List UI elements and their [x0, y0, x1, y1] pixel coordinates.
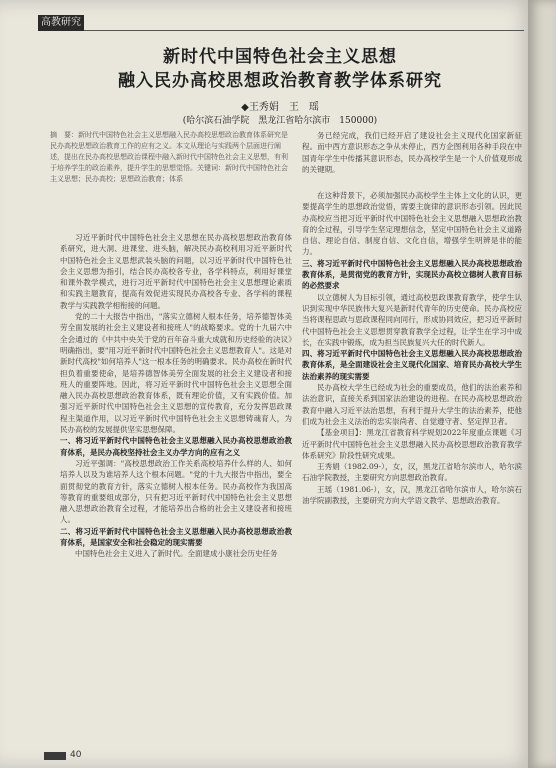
- section-label: 高教研究: [38, 15, 84, 31]
- section-heading: 二、将习近平新时代中国特色社会主义思想融入民办高校思想政治教育体系，是国家安全和社会稳定的现实需要: [60, 526, 292, 548]
- paragraph: 以立德树人为目标引领，通过高校思政课教育教学，使学生认识到实现中华民族伟大复兴是新时代青年的历史使命。民办高校应当将课程思政与思政课程同向同行，形成协同效应，把习近平新时代中国特色社会主义思想贯穿教育教学全过程，让学生在学习中成长，在实践中锻炼，成为担当民族复兴大任的时代新人。: [302, 292, 522, 347]
- page-number: 40: [70, 750, 82, 760]
- section-rule: [84, 30, 524, 31]
- author-bio: 王秀娟（1982.09-），女，汉，黑龙江省哈尔滨市人，哈尔滨石油学院教授，主要研究方向思想政治教育。: [302, 462, 522, 483]
- left-column: [60, 232, 292, 740]
- paragraph: 习近平新时代中国特色社会主义思想在民办高校思想政治教育体系研究，进大洞、进课堂、进头脑，解决民办高校利用习近平新时代中国特色社会主义思想武装头脑的问题，以习近平新时代中国特色社会主义思想为指引，结合民办高校各专业，各学科特点，利用好课堂和课外教学模式，进行习近平新时代中国特色社会主义思想理论素质和实践主题教育，提高有效促进实现民办高校各专业、各学科的课程教学与实践教学相衔接的问题。: [60, 233, 292, 310]
- paragraph: 务已经完成，我们已经开启了建设社会主义现代化国家新征程。而中西方意识形态之争从未停止，西方企图利用各种手段在中国青年学生中传播其意识形态，民办高校学生是一个人价值观形成的关键期。: [302, 131, 522, 174]
- fund-note: 【基金项目】：黑龙江省教育科学规划2022年度重点课题《习近平新时代中国特色社会主义思想融入民办高校思想政治教育教学体系研究》阶段性研究成果。: [302, 428, 522, 460]
- adjacent-page-edge: [528, 0, 556, 768]
- section-heading: 一、将习近平新时代中国特色社会主义思想融入民办高校思想政治教育体系，是民办高校坚持社会主义办学方向的应有之义: [60, 436, 292, 457]
- right-column-top: [302, 130, 522, 190]
- paragraph: 民办高校大学生已经成为社会的重要成员，他们的法治素养和法治意识，直接关系到国家法治建设的进程。在民办高校思想政治教育中融入习近平法治思想，有利于提升大学生的法治素养，使他们成为社会主义法治的忠实崇尚者、自觉遵守者、坚定捍卫者。: [302, 383, 522, 426]
- paragraph: 在这种背景下，必须加强民办高校学生主体上文化的认识，更要提高学生的思想政治觉悟，需要主旋律的意识形态引领。因此民办高校应当把习近平新时代中国特色社会主义思想融入思想政治教育的全过程，引导学生坚定理想信念，坚定中国特色社会主义道路自信、理论自信、制度自信、文化自信，增强学生明辨是非的能力。: [302, 191, 522, 257]
- author-bio: 王瑶（1981.06-），女，汉，黑龙江省哈尔滨市人，哈尔滨石油学院副教授，主要研究方向大学语文教学、思想政治教育。: [302, 484, 522, 506]
- article-title-line1: 新时代中国特色社会主义思想: [163, 47, 397, 67]
- article-title-line2: 融入民办高校思想政治教育教学体系研究: [118, 71, 442, 91]
- footer-bar: [44, 752, 66, 760]
- section-heading: 三、将习近平新时代中国特色社会主义思想融入民办高校思想政治教育体系，是贯彻党的教育方针，实现民办高校立德树人教育目标的必然要求: [302, 258, 522, 291]
- paragraph: 中国特色社会主义进入了新时代。全面建成小康社会历史任务: [75, 549, 278, 559]
- article-abstract: 摘 要：新时代中国特色社会主义思想融入民办高校思想政治教育体系研究是民办高校思想政治教育工作的应有之义。本文从理论与实践两个层面进行阐述，提出在民办高校思想政治课程中融入新时代中国特色社会主义思想，有利于培养学生的政治素养，提升学生的思想觉悟。关键词：新时代中国特色社会主义思想；民办高校；思想政治教育；体系: [50, 131, 288, 183]
- article-authors: ◆王秀娟 王 瑶: [241, 102, 319, 113]
- right-column: [302, 190, 522, 712]
- paragraph: 党的二十大报告中指出，"落实立德树人根本任务，培养德智体美劳全面发展的社会主义建设者和接班人"的战略要求。党的十九届六中全会通过的《中共中央关于党的百年奋斗重大成就和历史经验的决议》明确指出，要"用习近平新时代中国特色社会主义思想教育人"。这是对新时代高校"如何培养人"这一根本任务的明确要求。民办高校在新时代担负着重要使命，是培养德智体美劳全面发展的社会主义建设者和接班人的重要阵地。因此，将习近平新时代中国特色社会主义思想全面融入民办高校思想政治教育体系，既有理论价值，又有实践价值。加强习近平新时代中国特色社会主义思想的宣传教育，充分发挥思政课程主渠道作用，以习近平新时代中国特色社会主义思想铸魂育人，为民办高校的发展提供坚实思想保障。: [60, 312, 292, 435]
- paragraph: 习近平强调："高校思想政治工作关系高校培养什么样的人、如何培养人以及为谁培养人这个根本问题。"党的十九大报告中指出，要全面贯彻党的教育方针，落实立德树人根本任务。民办高校作为我国高等教育的重要组成部分，只有把习近平新时代中国特色社会主义思想融入思想政治教育全过程，才能培养出合格的社会主义建设者和接班人。: [60, 458, 292, 525]
- section-heading: 四、将习近平新时代中国特色社会主义思想融入民办高校思想政治教育体系，是全面建设社会主义现代化国家、培育民办高校大学生法治素养的现实需要: [302, 349, 522, 381]
- article-affiliation: (哈尔滨石油学院 黑龙江省哈尔滨市 150000): [182, 116, 378, 126]
